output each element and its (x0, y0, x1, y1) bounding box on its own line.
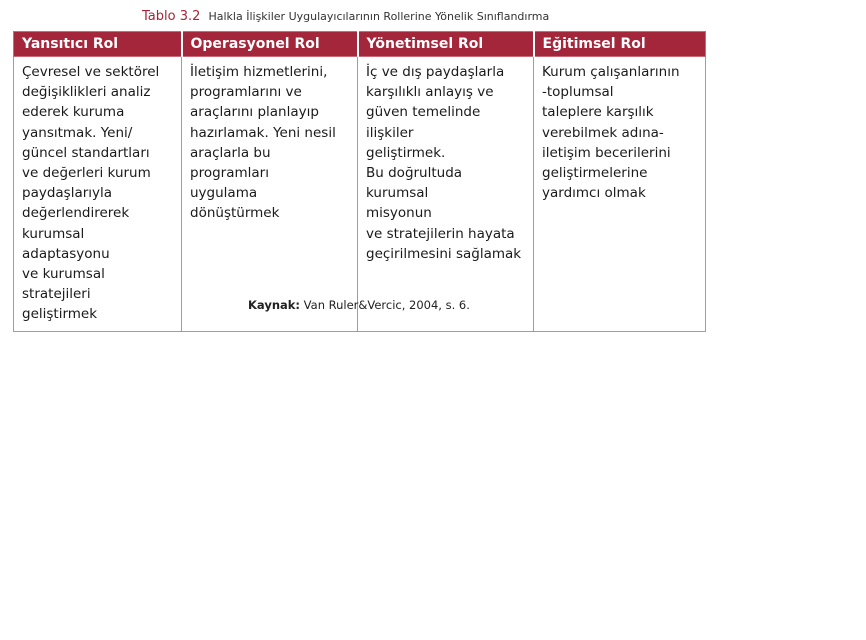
header-managerial-role: Yönetimsel Rol (358, 32, 534, 57)
source-note (248, 298, 470, 312)
header-educational-role: Eğitimsel Rol (534, 32, 706, 57)
cell-operational-role: İletişim hizmetlerini, programlarını ve araçlarını planlayıp hazırlamak. Yeni nesil araçlarla bu programları uygulama dönüştürmek (182, 57, 358, 332)
cell-educational-role: Kurum çalışanlarının -toplumsal taleplere karşılık verebilmek adına- iletişim becerilerini geliştirmelerine yardımcı olmak (534, 57, 706, 332)
table-row (14, 57, 706, 332)
source-text: Van Ruler&Vercic, 2004, s. 6. (303, 298, 470, 312)
header-operational-role: Operasyonel Rol (182, 32, 358, 57)
table-number: Tablo 3.2 (142, 9, 201, 24)
roles-table (13, 31, 706, 332)
table-header-row (14, 32, 706, 57)
source-label: Kaynak: (248, 298, 301, 312)
table-title: Halkla İlişkiler Uygulayıcılarının Rollerine Yönelik Sınıflandırma (208, 10, 550, 23)
table-caption (142, 7, 549, 25)
cell-managerial-role: İç ve dış paydaşlarla karşılıklı anlayış ve güven temelinde ilişkiler geliştirmek. Bu doğrultuda kurumsal misyonun ve stratejilerin hayata geçirilmesini sağlamak (358, 57, 534, 332)
header-reflective-role: Yansıtıcı Rol (14, 32, 182, 57)
cell-reflective-role: Çevresel ve sektörel değişiklikleri analiz ederek kuruma yansıtmak. Yeni/ güncel standartları ve değerleri kurum paydaşlarıyla değerlendirerek kurumsal adaptasyonu ve kurumsal stratejileri geliştirmek (14, 57, 182, 332)
